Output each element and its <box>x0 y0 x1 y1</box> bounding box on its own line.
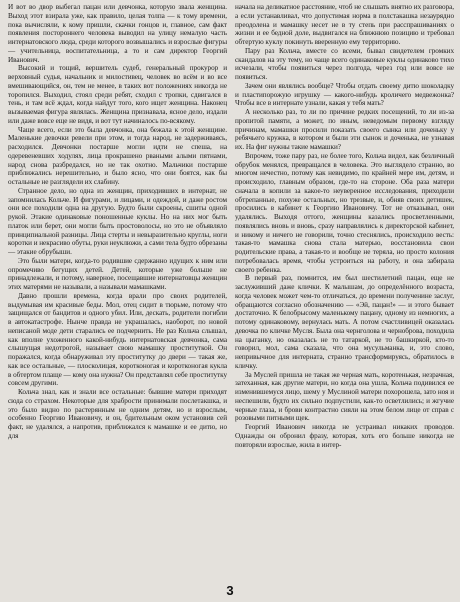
paragraph: Георгий Иванович никогда не устраивал никаких проводов. Однажды он обронил фразу, которая, хоть его больше никогда не повторяли взрослые, жила в интер- <box>235 423 454 449</box>
paragraph: Зачем они являлись вообще? Чтобы отдать своему дитю шоколадку и пластипорожую игрушку — какого-нибудь кроличего медвежонка? Чтобы все в интернате узнали, какая у тебя мать? <box>235 81 454 108</box>
paragraph: Давно прошли времена, когда врали про своих родителей, выдумывая им красивые беды. Мол, отец сидит в тюрьме, потому что защищался от бандитов и одного убил. Или, дескать, родители погибли в автокатастрофе. Нынче правда не украшалась, наоборот, по новой неписаной моде дети старались ее подчернить. Не раз Кольча слышал, как вполне ухоженного какой-нибудь интернатовская девчонка, сама слышущая недотрогой, называет свою мамашку проституткой. Он поражался, когда обнаруживал эту проститутку до двери — такая же, как все остальные, — плосколицая, коротконогая и коротконогая кукла в обтертом плаще — кому она нужна? Он представлял себе проститутку совсем другими. <box>8 291 227 388</box>
paragraph: Чаще всего, если это была девчонка, она бежала к этой женщине. Маленькие девочки ревели при этом, и тогда народ, не задерживаясь, расходился. Девчонки постарше могли идти не спеша, на одеревеневших ходулях, лица прокрашено рваными алыми пятнами, народ снова разбредался, но не так охотно. Мальчики постарше приближались нерешительно, и было ясно, что они боятся, как бы остальные не разглядели их слабину. <box>8 125 227 186</box>
paragraph: начала на деликатное расстояние, чтоб не слышать внятно их разговора, а если устанавливал, что допустимая норма в полстакашка незаурядно преодолена и мамашку несет не в ту степь при расспрашиваниях о жизни и ее бедной доле, выдвигался на ближнюю позицию и требовал обтертую куклу покинуть вверенную ему территорию. <box>235 3 454 46</box>
paragraph: А несколько раз, то ли по причине редких посещений, то ли из-за пропитой памяти, а может, по иным, неведомым первому взгляду причинам, мамашки просили показать своего сынка или доченьку у ребячьего кружка, в котором и были эти сынок и доченька, не узнавая их. На фиг нужны такие мамашки? <box>235 108 454 151</box>
left-column <box>8 3 227 583</box>
paragraph: Впрочем, тоже пару раз, не более того, Кольча видел, как безличный обрубок менялся, превращался в человека. Это выглядело странно, во многом нечестно, потому как невидимо, по крайней мере им, детям, и происходило, главным образом, где-то на стороне. Оба раза матери сначала в копили за какое-то неуверенное исследования, приходили обтрепанные, похуже остальных, но трезвые, и, обняв своих детишек, просились в кабинет к Георгию Ивановичу. Тот не отказывал, они удалялись. Выходя оттого, женщины казались просветленными, появлялись вновь и вновь, сразу направлялись к директорской кабинет, и никому и ничего не говорили, точно стеснялись, происходило весть: такая-то мамашка снова стала матерью, восстановила свои родительские права, а такая-то и вообще не теряла, но просто колония потребовалась время, чтобы устроиться на работу, и она забирала своего ребенка. <box>235 151 454 274</box>
paragraph: И вот во двор выбегал пацан или девчонка, которую звала женщина. Выход этот взирала уже, как правило, целая толпа — к тому времени, пока вычисляли, к кому пришли, скачки гонцов и, главное, сам факт появления постороннего человека выводил на улицу немалую часть интернатовского люда, среди которого возвышались и взрослые фигуры — учительница, воспитательница, а то и сам директор Георгий Иванович. <box>8 3 227 64</box>
paragraph: Высокий и тощий, вершитель судеб, генеральный прокурор и верховный судья, начальник и милостивец, человек во всём и во все вмешивающийся, он, тем не менее, в таких вот положениях никогда не торопился. Выходил, стоял среди ребят, сходил с тропки, сдвигался в тень, и там всё ждал, когда найдут того, кого ищет женщина. Наконец вызываемая фигура являлась. Женщина признавала, ясное дело, издали или даже вовсе еще не видя, и вот тут начиналось по-всякому. <box>8 64 227 125</box>
page-number: 3 <box>226 583 234 598</box>
text-columns <box>8 3 454 583</box>
paragraph: Это были матери, когда-то родившие сдержанно идущих к ним или опромечиво бегущих детей. Детей, которые уже больше не принадлежали, и потому, наверное, посещавшие интернатовцы женщин этих матерями не называли, а называли мамашками. <box>8 256 227 291</box>
paragraph: Кольча знал, как и знали все остальные: бывшие матери приходят сюда со страхом. Некоторые для храбрости принимали послетакшка, и это было видно по растерянным не одним детям, но и взрослым, особенно Георгию Ивановичу, и он, бдительным оком установив сей факт, не удалялся, а напротив, приближался к мамашке и ее дитю, но для <box>8 388 227 440</box>
paragraph: За Муслей пришла не такая же черная мать, коротенькая, незрачная, затеханная, как другие матери, но когда она ушла, Кольча подивился ее изменившемуся лицо, шему у Муслиной матери похорошела, зато ноя и неспешили, будто их сильно подпустили, как-то осветлились; и жгучие черные глаза, и брови контрастно сияли на этом белом лице от справ с розовыми питными щек. <box>235 370 454 423</box>
right-column <box>235 3 454 583</box>
paragraph: В первый раз, помнится, им был шестилетний пацан, еще не заслуживший даже клички. К малышам, до определённого возраста, когда человек может чем-то отличаться, до времени полученине заслуг, обращаются согласно обозначению — «Эй, пацан!» — и этого бывает достаточно. К белобрысому маленькому пацану, одному из немногих, а потому одинаковому, вернулась мать. А потом счастливицей оказалась девочка по кличке Мусля. Была она чернголова и черноброва, походила на цыганку, но оказалась не то татаркой, не то башкиркой, кто-то говорил, мол, сама сказала, что она мусульманка, и, это слово, непривычное для интерната, странно трансформируясь, обратилось в кличку. <box>235 274 454 370</box>
paragraph: Странное дело, но одна из женщин, приходивших в интернат, не запомнилась Кольче. И фигурами, и лицами, и одеждой, и даже ростом они все походили одна на другую. Будто были скроены, сшиты одной рукой. Этакие одинаковые поношенные куклы. Но на них мог быть платок или берет, они могли быть простоволосы, но это не объявляло принципиальной разницы. Лица стерты и невыразительно круглы, ноги коротки и некрасиво обуты, руки неуклюжи, а сами тела будто обрезаны — этакие обрубыши. <box>8 186 227 256</box>
paragraph: Пару раз Кольча, вместе со всеми, бывал свидетелем громких скандалов на эту тему, но чаще всего одинаковые куклы одинаково тихо исчезали, чтобы появиться через полгода, через год или вовсе не появиться. <box>235 46 454 81</box>
